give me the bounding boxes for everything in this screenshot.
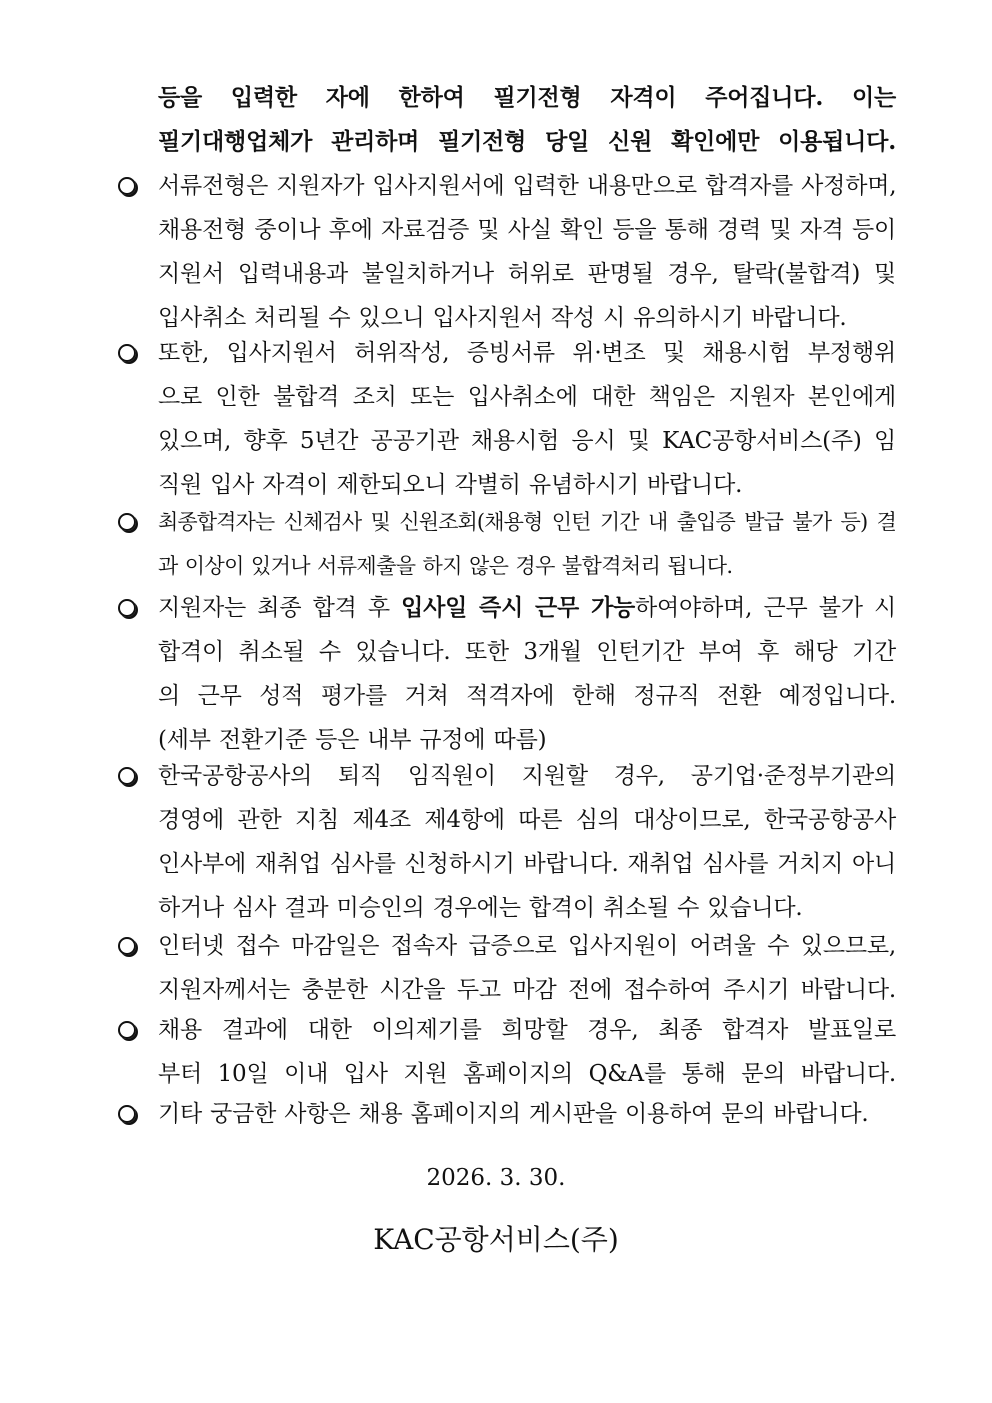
notice-line: 으로 인한 불합격 조치 또는 입사취소에 대한 책임은 지원자 본인에게: [158, 384, 896, 410]
notice-line: [158, 588, 896, 628]
notice-line: 지원서 입력내용과 불일치하거나 허위로 판명될 경우, 탈락(불합격) 및: [158, 261, 896, 287]
notice-text: 하여야하며, 근무 불가 시: [635, 595, 896, 621]
notice-line: 채용전형 중이나 후에 자료검증 및 사실 확인 등을 통해 경력 및 자격 등이: [158, 217, 896, 243]
notice-line: 입사취소 처리될 수 있으니 입사지원서 작성 시 유의하시기 바랍니다.: [158, 305, 847, 331]
circle-bullet-icon: [118, 599, 136, 617]
circle-bullet-icon: [118, 1105, 136, 1123]
circle-bullet-icon: [118, 344, 136, 362]
notice-line: 의 근무 성적 평가를 거쳐 적격자에 한해 정규직 전환 예정입니다.: [158, 683, 896, 709]
circle-bullet-icon: [118, 177, 136, 195]
notice-date: 2026. 3. 30.: [426, 1165, 566, 1191]
notice-line: 인터넷 접수 마감일은 접속자 급증으로 입사지원이 어려울 수 있으므로,: [158, 933, 896, 959]
circle-bullet-icon: [118, 1021, 136, 1039]
notice-line: 경영에 관한 지침 제4조 제4항에 따른 심의 대상이므로, 한국공항공사: [158, 807, 896, 833]
circle-bullet-icon: [118, 767, 136, 785]
notice-line: 채용 결과에 대한 이의제기를 희망할 경우, 최종 합격자 발표일로: [158, 1017, 896, 1043]
notice-line: (세부 전환기준 등은 내부 규정에 따름): [158, 727, 547, 753]
notice-line: 지원자께서는 충분한 시간을 두고 마감 전에 접수하여 주시기 바랍니다.: [158, 977, 896, 1003]
notice-line: 기타 궁금한 사항은 채용 홈페이지의 게시판을 이용하여 문의 바랍니다.: [158, 1101, 869, 1127]
notice-line: 있으며, 향후 5년간 공공기관 채용시험 응시 및 KAC공항서비스(주) 임: [158, 428, 896, 454]
organization-name: KAC공항서비스(주): [373, 1223, 619, 1256]
intro-line: 필기대행업체가 관리하며 필기전형 당일 신원 확인에만 이용됩니다.: [158, 128, 896, 155]
notice-line: 합격이 취소될 수 있습니다. 또한 3개월 인턴기간 부여 후 해당 기간: [158, 639, 896, 665]
notice-line: 서류전형은 지원자가 입사지원서에 입력한 내용만으로 합격자를 사정하며,: [158, 173, 897, 199]
notice-line: 하거나 심사 결과 미승인의 경우에는 합격이 취소될 수 있습니다.: [158, 895, 803, 921]
notice-text: 지원자는 최종 합격 후: [158, 595, 402, 621]
notice-line: 직원 입사 자격이 제한되오니 각별히 유념하시기 바랍니다.: [158, 472, 743, 498]
notice-line: 또한, 입사지원서 허위작성, 증빙서류 위·변조 및 채용시험 부정행위: [158, 340, 896, 366]
emphasis-text: 입사일 즉시 근무 가능: [401, 594, 636, 621]
circle-bullet-icon: [118, 937, 136, 955]
notice-line: 한국공항공사의 퇴직 임직원이 지원할 경우, 공기업·준정부기관의: [158, 763, 896, 789]
notice-line: 부터 10일 이내 입사 지원 홈페이지의 Q&A를 통해 문의 바랍니다.: [158, 1061, 896, 1087]
intro-line: 등을 입력한 자에 한하여 필기전형 자격이 주어집니다. 이는: [158, 84, 896, 111]
notice-line: 인사부에 재취업 심사를 신청하시기 바랍니다. 재취업 심사를 거치지 아니: [158, 851, 896, 877]
notice-line: 최종합격자는 신체검사 및 신원조회(채용형 인턴 기간 내 출입증 발급 불가 등) 결: [158, 510, 896, 534]
circle-bullet-icon: [118, 513, 136, 531]
notice-line: 과 이상이 있거나 서류제출을 하지 않은 경우 불합격처리 됩니다.: [158, 554, 733, 578]
